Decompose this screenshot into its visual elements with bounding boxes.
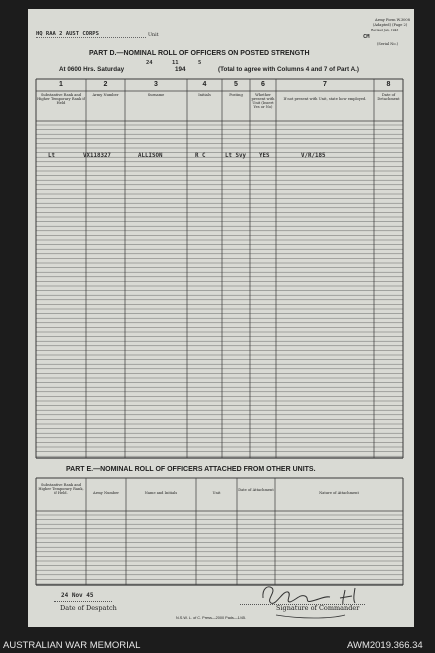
part-d-column-header: Whether present with Unit (Insert Yes or No) <box>251 93 275 109</box>
part-e-column-header: Nature of Attachment <box>319 491 359 495</box>
entry-initials: R C <box>195 153 206 159</box>
despatch-date-typed: 24 Nov 45 <box>61 592 94 599</box>
year-digit: 5 <box>198 60 202 66</box>
part-d-column-header: Army Number <box>92 93 119 97</box>
part-d-column-number: 6 <box>261 81 265 88</box>
part-d-column-number: 2 <box>103 81 108 88</box>
part-d-column-header: Initials <box>198 93 211 97</box>
entry-present: YES <box>259 153 270 159</box>
entry-rank: Lt <box>48 153 55 159</box>
part-d-column-header: Posting <box>229 93 243 97</box>
total-instruction: (Total to agree with Columns 4 and 7 of Part A.) <box>218 66 359 73</box>
caption-source: AUSTRALIAN WAR MEMORIAL <box>3 640 141 651</box>
entry-posting: Lt Svy <box>225 153 246 159</box>
printer-imprint: N.S.W. L. of C. Press—2000 Pads—1/45. <box>176 616 247 620</box>
archive-caption <box>0 638 435 653</box>
part-d-column-header: If not present with Unit, state how employed. <box>283 97 367 101</box>
form-revised: Revised Jan, 1943 <box>371 28 399 32</box>
part-e-column-header: Unit <box>212 491 221 495</box>
part-d-column-header: Date of Detachment <box>377 93 400 101</box>
at-hours-label: At 0600 Hrs. Saturday <box>59 66 125 73</box>
date-month: 11 <box>172 60 179 66</box>
form-number: Army Form W.3008 <box>375 18 410 22</box>
caption-id: AWM2019.366.34 <box>347 640 423 651</box>
year-prefix: 194 <box>175 66 186 73</box>
form-adapted: (Adapted) (Page 2) <box>373 23 408 27</box>
serial-typed: CM <box>363 34 370 40</box>
unit-typed: HQ RAA 2 AUST CORPS <box>36 31 99 37</box>
despatch-label: Date of Despatch <box>60 604 117 612</box>
part-e-column-header: Date of Attachment <box>238 488 274 492</box>
part-d-column-number: 4 <box>202 81 207 88</box>
despatch-line <box>54 601 112 602</box>
part-d-title: PART D.—NOMINAL ROLL OF OFFICERS ON POSTED STRENGTH <box>89 50 310 57</box>
part-d-column-number: 3 <box>154 81 158 88</box>
part-d-column-header: Surname <box>147 93 165 97</box>
serial-label: (Serial No.) <box>377 42 399 46</box>
entry-surname: ALLISON <box>138 153 163 159</box>
part-e-column-header: Name and Initials <box>144 491 178 495</box>
unit-label: Unit <box>148 33 159 38</box>
commander-label: Signature of Commander <box>276 604 360 612</box>
entry-employment: V/R/185 <box>301 153 326 159</box>
part-e-column-header: Army Number <box>93 491 119 495</box>
part-d-column-number: 1 <box>59 81 63 88</box>
part-e-title: PART E.—NOMINAL ROLL OF OFFICERS ATTACHED FROM OTHER UNITS. <box>66 466 316 473</box>
date-day: 24 <box>146 60 153 66</box>
part-d-column-header: Substantive Rank and Higher Temporary Rank if Held <box>37 93 85 105</box>
part-d-column-number: 5 <box>234 81 238 88</box>
part-d-column-number: 8 <box>386 81 391 88</box>
unit-line <box>36 37 146 38</box>
entry-army-number: VX118327 <box>83 153 111 159</box>
part-d-column-number: 7 <box>323 81 327 88</box>
part-e-column-header: Substantive Rank and Higher Temporary Rank, if Held. <box>38 483 84 495</box>
